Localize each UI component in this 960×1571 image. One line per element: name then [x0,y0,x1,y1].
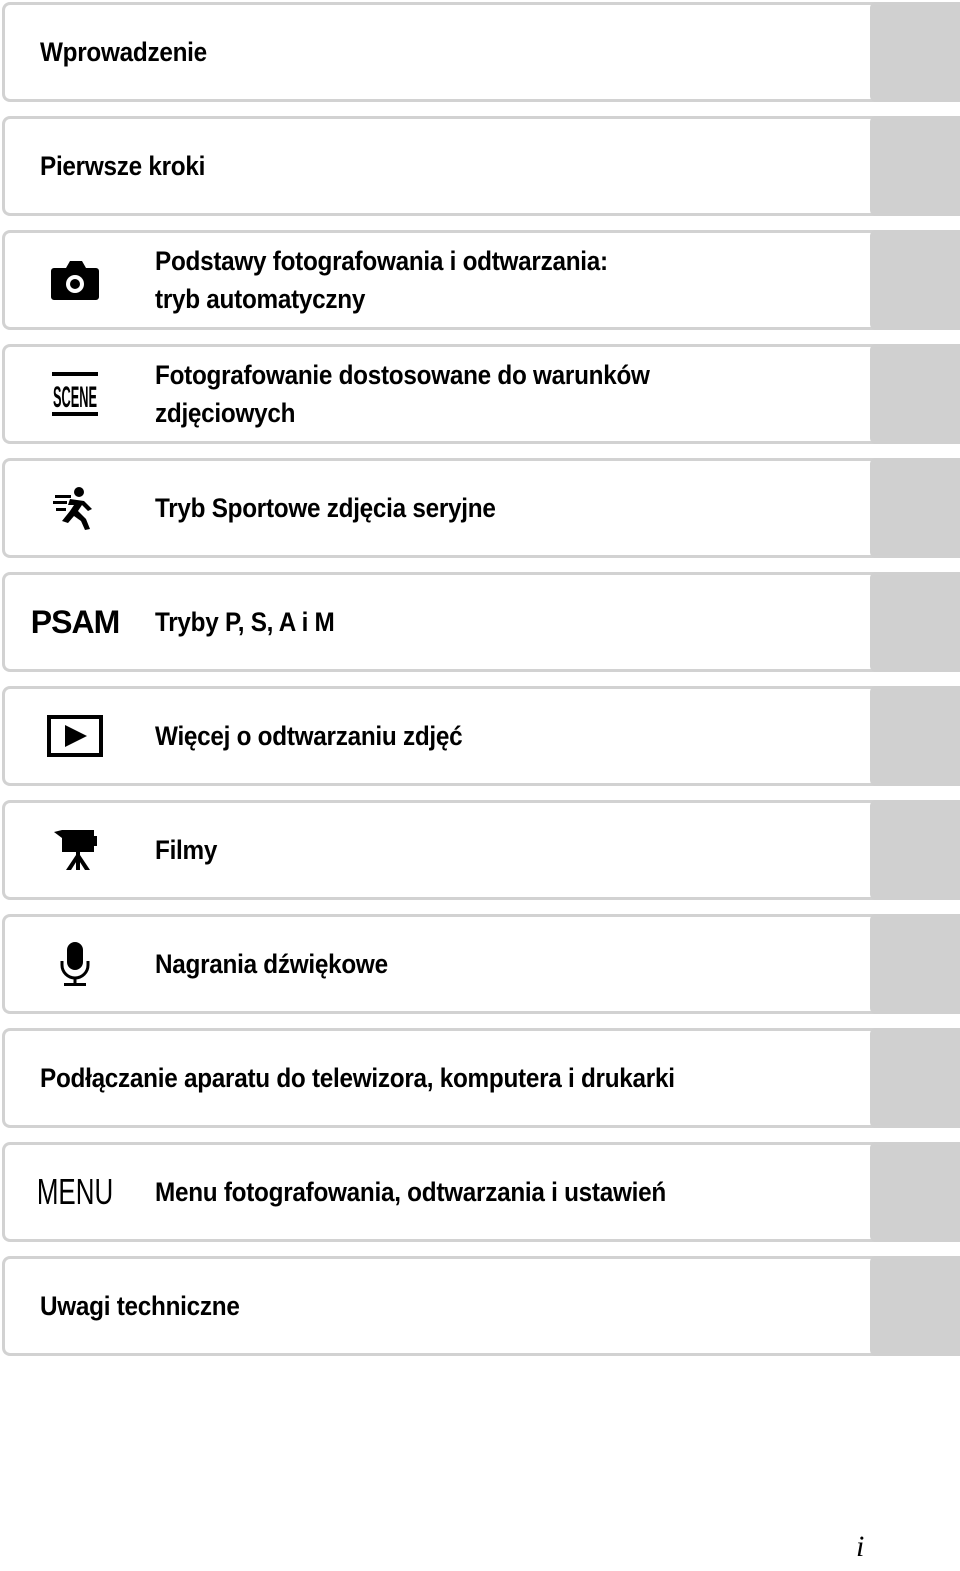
toc-row-label: Fotografowanie dostosowane do warunków zdjęciowych [155,360,650,428]
playback-icon [34,686,116,786]
section-tab [870,686,960,786]
toc-row-label: Podstawy fotografowania i odtwarzania: tryb automatyczny [155,246,608,314]
toc-row-label: Więcej o odtwarzaniu zdjęć [155,721,463,751]
microphone-icon [34,914,116,1014]
toc-row-playback[interactable] [0,686,960,786]
toc-row-label: Filmy [155,835,218,865]
toc-row-label: Uwagi techniczne [40,1291,240,1321]
toc-row-movies[interactable] [0,800,960,900]
section-tab [870,344,960,444]
svg-text:SCENE: SCENE [53,381,97,414]
toc-row-label: Nagrania dźwiękowe [155,949,388,979]
camera-icon [34,230,116,330]
menu-icon: MENU [36,1171,114,1212]
toc-row-sports[interactable] [0,458,960,558]
scene-mode-icon [34,344,116,444]
toc-row-label: Tryb Sportowe zdjęcia seryjne [155,493,496,523]
section-tab [870,2,960,102]
toc-row-label: Wprowadzenie [40,37,207,67]
section-tab [870,800,960,900]
toc-row-label: Pierwsze kroki [40,151,206,181]
toc-row-menus[interactable] [0,1142,960,1242]
toc-row-label: Tryby P, S, A i M [155,607,335,637]
sports-continuous-icon [34,458,116,558]
toc-row-connecting[interactable] [0,1028,960,1128]
section-tab [870,1256,960,1356]
toc-row-pierwsze-kroki[interactable] [0,116,960,216]
table-of-contents [0,2,960,1370]
toc-row-label: Podłączanie aparatu do telewizora, komputera i drukarki [40,1063,675,1093]
section-tab [870,572,960,672]
section-tab [870,230,960,330]
toc-row-psam[interactable] [0,572,960,672]
toc-row-technical-notes[interactable] [0,1256,960,1356]
toc-row-voice-recordings[interactable] [0,914,960,1014]
section-tab [870,914,960,1014]
page-number: i [856,1530,865,1563]
section-tab [870,1142,960,1242]
toc-row-label: Menu fotografowania, odtwarzania i ustawień [155,1177,666,1207]
psam-mode-icon: PSAM [30,603,120,640]
toc-row-auto-mode[interactable] [0,230,960,330]
movie-camera-icon [34,800,116,900]
section-tab [870,1028,960,1128]
toc-row-scene[interactable] [0,344,960,444]
section-tab [870,458,960,558]
toc-row-wprowadzenie[interactable] [0,2,960,102]
section-tab [870,116,960,216]
